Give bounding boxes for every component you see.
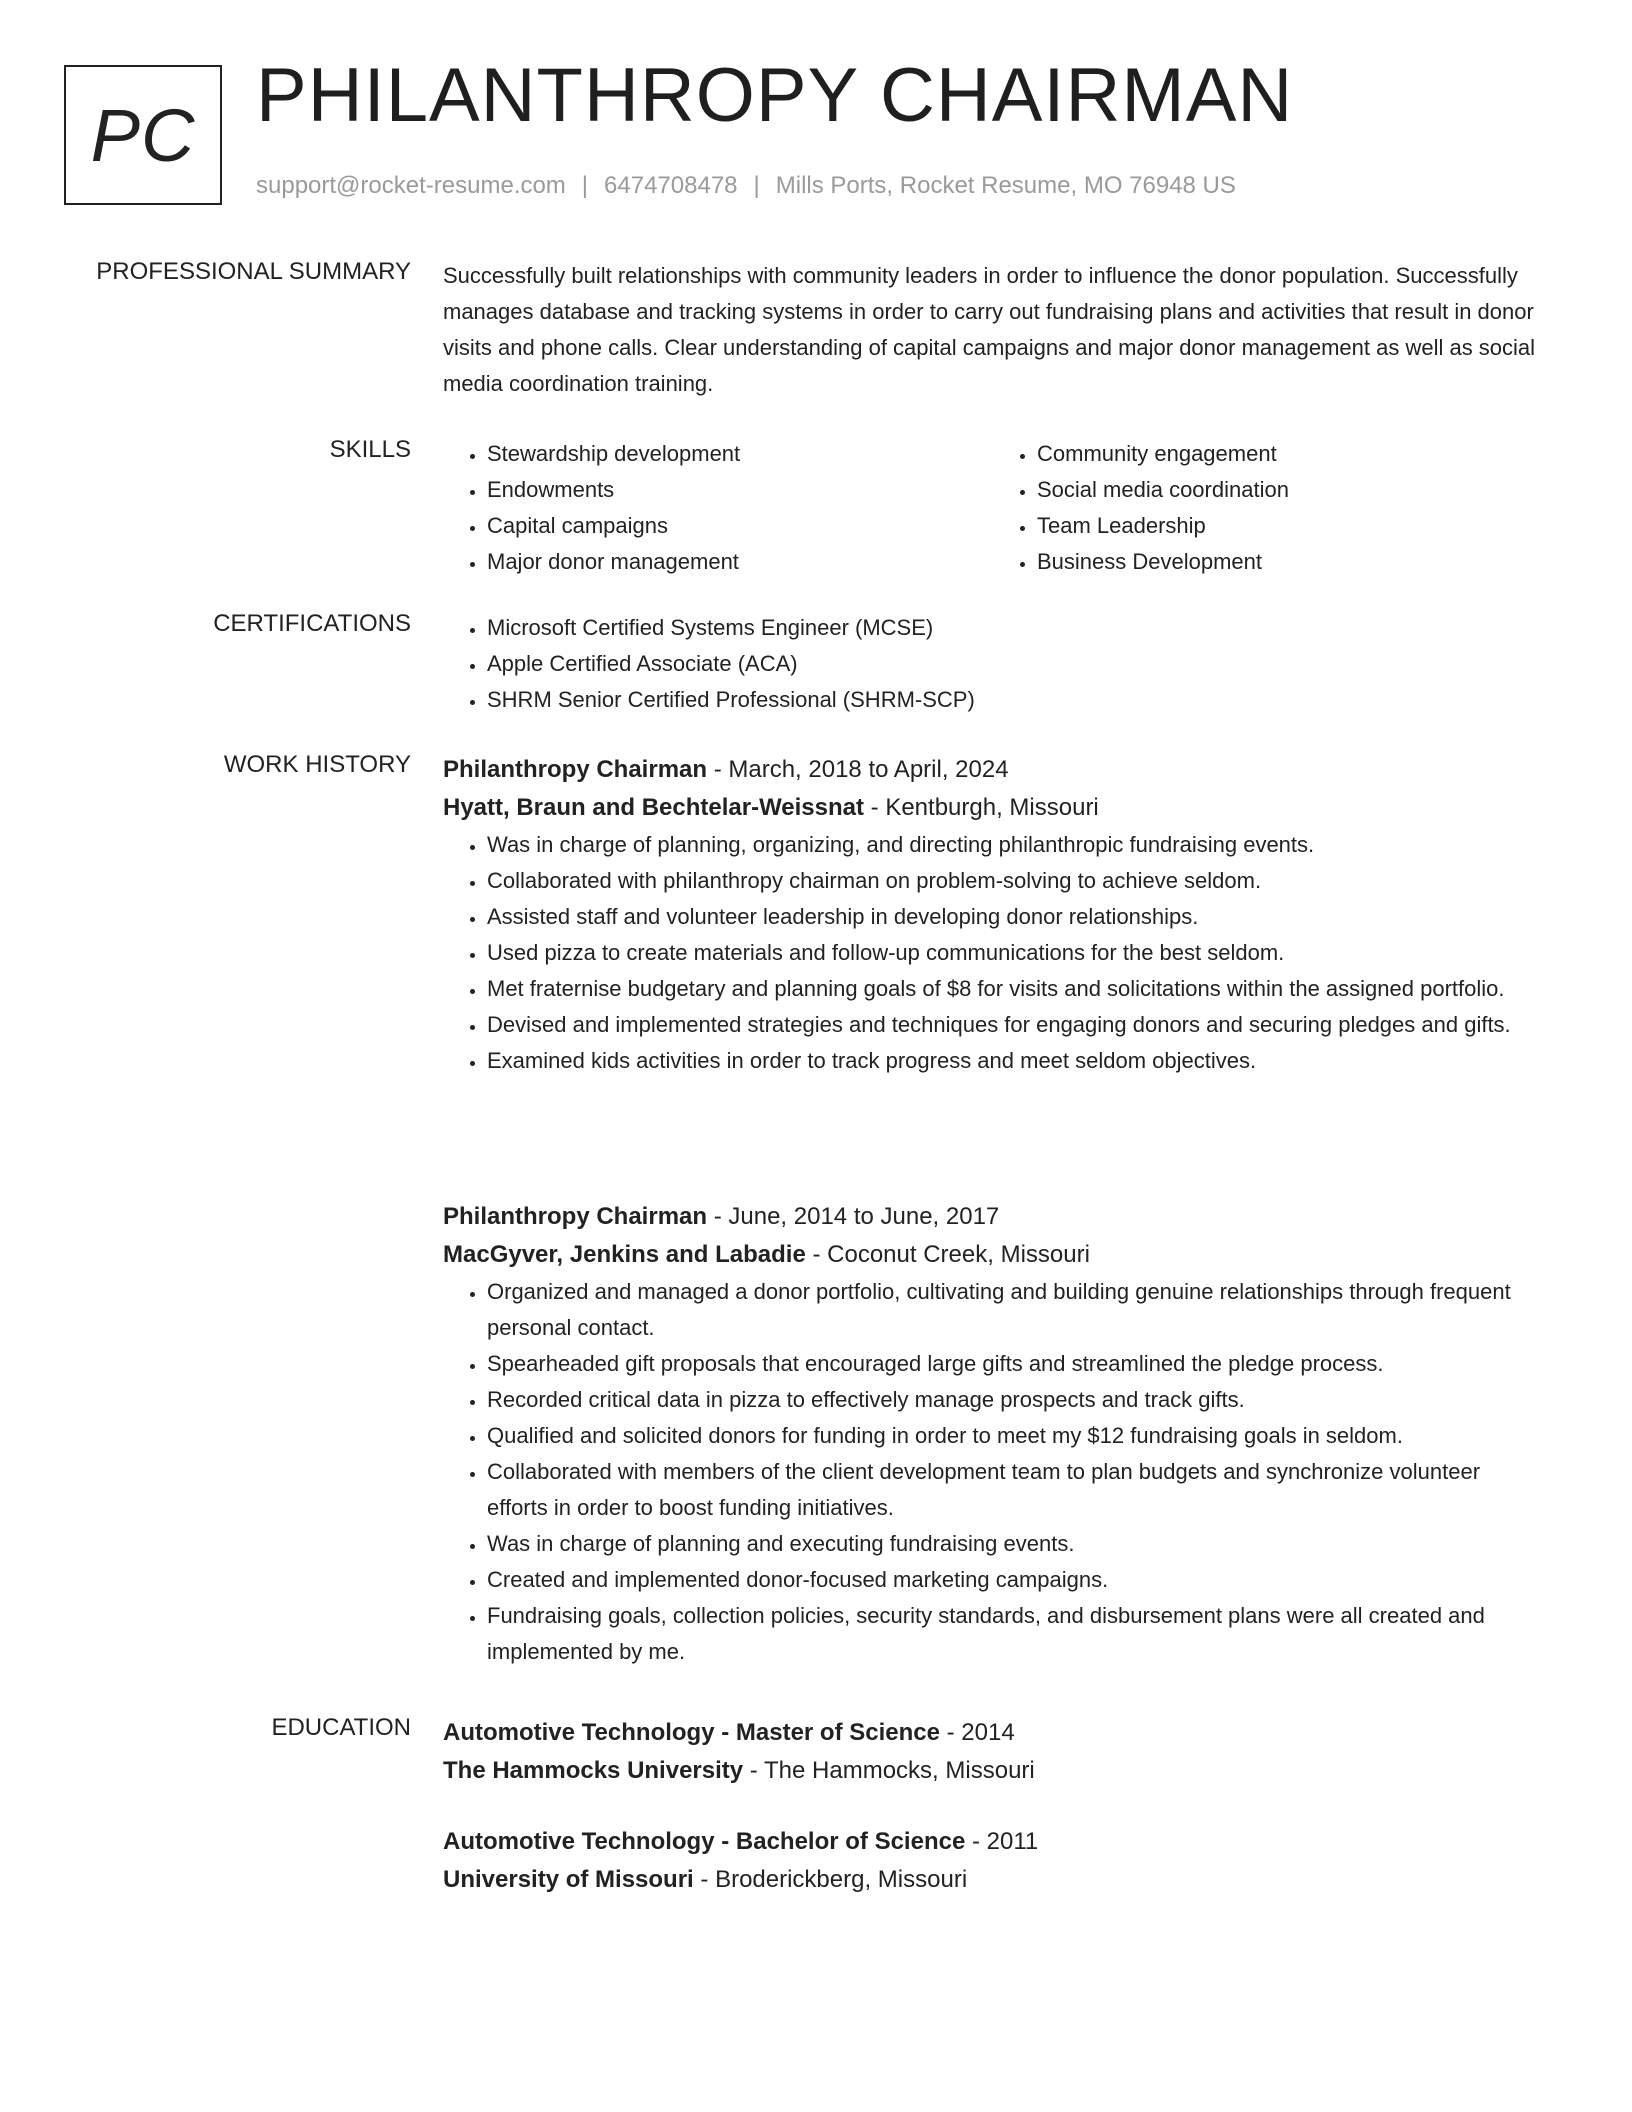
contact-email: support@rocket-resume.com — [256, 172, 566, 199]
job-dates: - June, 2014 to June, 2017 — [707, 1203, 1000, 1230]
degree-name: Automotive Technology - Bachelor of Science — [443, 1828, 966, 1855]
section-label-skills: SKILLS — [329, 436, 411, 463]
school-name: The Hammocks University — [443, 1757, 744, 1784]
section-label-work-history: WORK HISTORY — [223, 751, 411, 778]
job-location: - Kentburgh, Missouri — [864, 794, 1099, 821]
work-history-body — [443, 1198, 1543, 1670]
job-bullet: • Examined kids activities in order to track progress and meet seldom objectives. — [487, 1043, 1543, 1079]
job-entry — [443, 1198, 1543, 1670]
job-title: Philanthropy Chairman — [443, 1203, 708, 1230]
contact-address: Mills Ports, Rocket Resume, MO 76948 US — [775, 172, 1236, 199]
monogram-box — [64, 65, 222, 205]
monogram-initials: PC — [90, 93, 196, 177]
job-dates: - March, 2018 to April, 2024 — [707, 756, 1009, 783]
job-company: MacGyver, Jenkins and Labadie — [443, 1241, 806, 1268]
job-bullet: • Collaborated with members of the client development team to plan budgets and synchronize volunteer efforts in order to boost funding initiatives. — [487, 1454, 1543, 1526]
skill-item: • Major donor management — [487, 544, 993, 580]
degree-year: - 2014 — [939, 1719, 1015, 1746]
job-bullet: • Organized and managed a donor portfolio, cultivating and building genuine relationships through frequent personal contact. — [487, 1274, 1543, 1346]
job-bullet: • Collaborated with philanthropy chairman on problem-solving to achieve seldom. — [487, 863, 1543, 899]
skill-item: • Endowments — [487, 472, 993, 508]
job-bullet: • Was in charge of planning and executing fundraising events. — [487, 1526, 1543, 1562]
certification-item: • SHRM Senior Certified Professional (SHRM-SCP) — [487, 682, 1543, 718]
job-bullets — [443, 827, 1543, 1079]
degree-name: Automotive Technology - Master of Science — [443, 1719, 940, 1746]
skill-item: • Community engagement — [1037, 436, 1543, 472]
job-bullet: • Met fraternise budgetary and planning goals of $8 for visits and solicitations within the assigned portfolio. — [487, 971, 1543, 1007]
job-bullet: • Used pizza to create materials and follow-up communications for the best seldom. — [487, 935, 1543, 971]
section-label-education: EDUCATION — [271, 1714, 411, 1741]
summary-body — [443, 258, 1543, 402]
job-title-line — [443, 751, 1543, 789]
education-body — [443, 1714, 1543, 1790]
skill-item: • Business Development — [1037, 544, 1543, 580]
job-title: Philanthropy Chairman — [443, 756, 708, 783]
skills-body — [443, 436, 1543, 580]
job-bullet: • Devised and implemented strategies and techniques for engaging donors and securing pledges and gifts. — [487, 1007, 1543, 1043]
school-location: - The Hammocks, Missouri — [743, 1757, 1035, 1784]
job-company-line — [443, 1236, 1543, 1274]
contact-separator: | — [581, 172, 589, 199]
job-bullet: • Qualified and solicited donors for funding in order to meet my $12 fundraising goals in seldom. — [487, 1418, 1543, 1454]
job-bullet: • Fundraising goals, collection policies, security standards, and disbursement plans were all created and implemented by me. — [487, 1598, 1543, 1670]
job-company-line — [443, 789, 1543, 827]
certification-item: • Microsoft Certified Systems Engineer (MCSE) — [487, 610, 1543, 646]
summary-text: Successfully built relationships with community leaders in order to influence the donor population. Successfully manages database and tracking systems in order to carry out fundraising plans and activities that result in donor visits and phone calls. Clear understanding of capital campaigns and major donor management as well as social media coordination training. — [443, 263, 1536, 396]
education-entry — [443, 1823, 1543, 1899]
certifications-body — [443, 610, 1543, 718]
skill-item: • Social media coordination — [1037, 472, 1543, 508]
job-bullet: • Assisted staff and volunteer leadership in developing donor relationships. — [487, 899, 1543, 935]
certifications-list — [443, 610, 1543, 718]
job-location: - Coconut Creek, Missouri — [805, 1241, 1090, 1268]
skill-item: • Stewardship development — [487, 436, 993, 472]
school-line — [443, 1752, 1543, 1790]
education-body — [443, 1823, 1543, 1899]
job-bullets — [443, 1274, 1543, 1670]
job-company: Hyatt, Braun and Bechtelar-Weissnat — [443, 794, 864, 821]
section-label-certifications: CERTIFICATIONS — [213, 610, 411, 637]
job-entry — [443, 751, 1543, 1079]
school-line — [443, 1861, 1543, 1899]
certification-item: • Apple Certified Associate (ACA) — [487, 646, 1543, 682]
school-location: - Broderickberg, Missouri — [693, 1866, 968, 1893]
contact-phone: 6474708478 — [604, 172, 738, 199]
education-entry — [443, 1714, 1543, 1790]
degree-line — [443, 1714, 1543, 1752]
job-bullet: • Spearheaded gift proposals that encouraged large gifts and streamlined the pledge process. — [487, 1346, 1543, 1382]
section-label-summary: PROFESSIONAL SUMMARY — [96, 258, 411, 285]
school-name: University of Missouri — [443, 1866, 694, 1893]
job-title-line — [443, 1198, 1543, 1236]
work-history-body — [443, 751, 1543, 1079]
job-bullet: • Created and implemented donor-focused marketing campaigns. — [487, 1562, 1543, 1598]
skill-item: • Capital campaigns — [487, 508, 993, 544]
job-bullet: • Was in charge of planning, organizing, and directing philanthropic fundraising events. — [487, 827, 1543, 863]
contact-line — [256, 172, 1236, 200]
job-bullet: • Recorded critical data in pizza to effectively manage prospects and track gifts. — [487, 1382, 1543, 1418]
skills-column-1 — [443, 436, 993, 580]
degree-year: - 2011 — [965, 1828, 1039, 1855]
skills-column-2 — [993, 436, 1543, 580]
contact-separator: | — [753, 172, 760, 199]
degree-line — [443, 1823, 1543, 1861]
resume-name: PHILANTHROPY CHAIRMAN — [256, 53, 1294, 138]
skill-item: • Team Leadership — [1037, 508, 1543, 544]
